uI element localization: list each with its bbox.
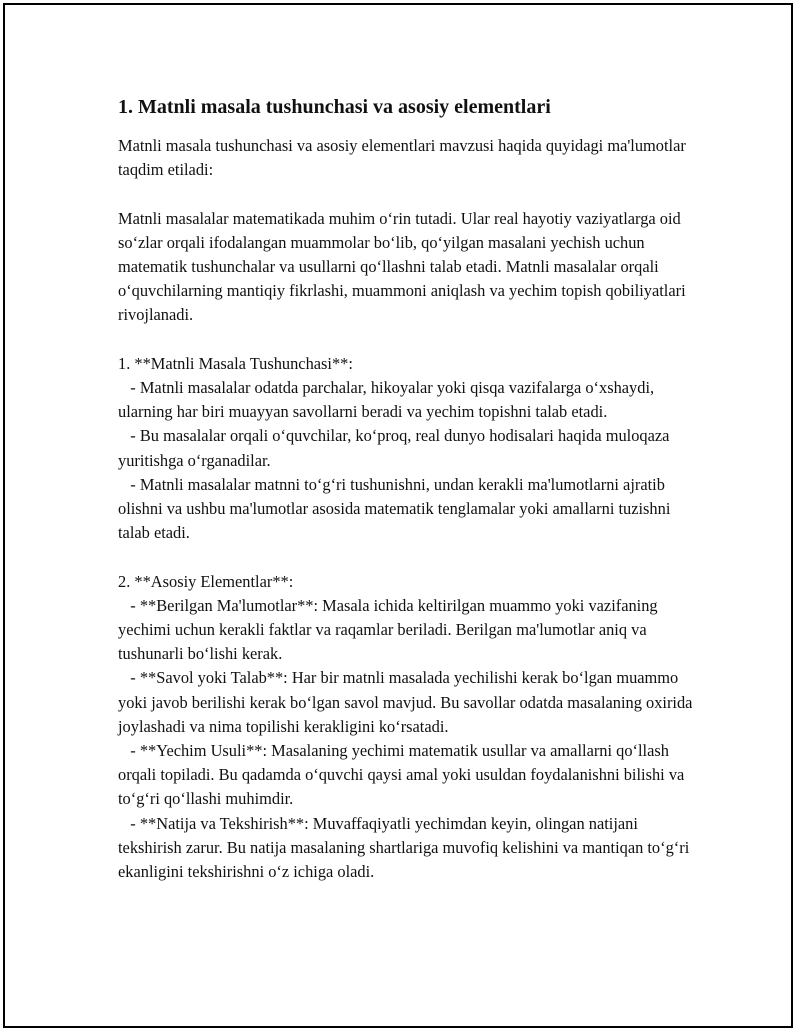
section2-item: - **Natija va Tekshirish**: Muvaffaqiyatli yechimdan keyin, olingan natijani tekshirish zarur. Bu natija masalaning shartlariga muvofiq kelishini va mantiqan toʻgʻri ekanligini tekshirishni oʻz ichiga oladi. [118,813,694,882]
intro-paragraph: Matnli masala tushunchasi va asosiy elementlari mavzusi haqida quyidagi ma'lumotlar taqdim etiladi: [118,136,690,180]
section1-item: - Bu masalalar orqali oʻquvchilar, koʻproq, real dunyo hodisalari haqida muloqaza yuritishga oʻrganadilar. [118,426,674,470]
section2-heading: 2. **Asosiy Elementlar**: [118,571,294,591]
section1-heading: 1. **Matnli Masala Tushunchasi**: [118,353,353,373]
section1-item: - Matnli masalalar matnni toʻgʻri tushunishni, undan kerakli ma'lumotlarni ajratib olishni va ushbu ma'lumotlar asosida matematik tenglamalar yoki amallarni tuzishni talab etadi. [118,474,675,543]
section1-item: - Matnli masalalar odatda parchalar, hikoyalar yoki qisqa vazifalarga oʻxshaydi, ularning har biri muayyan savollarni beradi va yechim topishni talab etadi. [118,378,659,422]
document-body [118,94,698,884]
overview-paragraph: Matnli masalalar matematikada muhim oʻrin tutadi. Ular real hayotiy vaziyatlarga oid soʻzlar orqali ifodalangan muammolar boʻlib, qoʻyilgan masalani yechish uchun matematik tushunchalar va usullarni qoʻllashni talab etadi. Matnli masalalar orqali oʻquvchilarning mantiqiy fikrlashi, muammoni aniqlash va yechim topish qobiliyatlari rivojlanadi. [118,208,690,325]
section2-item: - **Yechim Usuli**: Masalaning yechimi matematik usullar va amallarni qoʻllash orqali topiladi. Bu qadamda oʻquvchi qaysi amal yoki usuldan foydalanishni bilishi va toʻgʻri qoʻllashi muhimdir. [118,741,689,809]
section2-item: - **Savol yoki Talab**: Har bir matnli masalada yechilishi kerak boʻlgan muammo yoki javob berilishi kerak boʻlgan savol mavjud. Bu savollar odatda masalaning oxirida joylashadi va nima topilishi kerakligini koʻrsatadi. [118,668,697,736]
section2-item: - **Berilgan Ma'lumotlar**: Masala ichida keltirilgan muammo yoki vazifaning yechimi uchun kerakli faktlar va raqamlar beriladi. Berilgan ma'lumotlar aniq va tushunarli boʻlishi kerak. [118,595,662,664]
document-title: 1. Matnli masala tushunchasi va asosiy elementlari [118,96,551,118]
